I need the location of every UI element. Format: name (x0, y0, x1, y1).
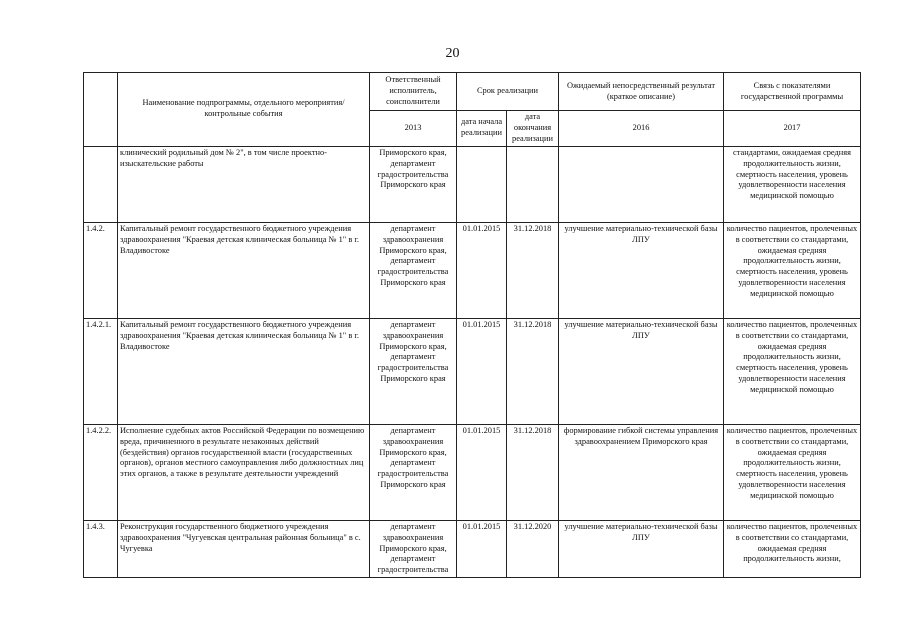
row-name: клинический родильный дом № 2", в том числе проектно-изыскательские работы (118, 146, 370, 222)
row-link: количество пациентов, пролеченных в соответствии со стандартами, ожидаемая средняя продолжительность жизни, смертность населения, уровень удовлетворенности населения медицинской помощью (724, 222, 861, 318)
row-num: 1.4.3. (84, 520, 118, 578)
row-responsible: департамент здравоохранения Приморского края, департамент градостроительства Приморского края (370, 222, 457, 318)
row-end: 31.12.2020 (507, 520, 559, 578)
row-responsible: департамент здравоохранения Приморского края, департамент градостроительства Приморского края (370, 318, 457, 424)
header-expected-sub: 2016 (559, 111, 724, 147)
row-expected: улучшение материально-технической базы ЛПУ (559, 222, 724, 318)
header-name: Наименование подпрограммы, отдельного мероприятия/контрольные события (118, 73, 370, 147)
row-start (457, 146, 507, 222)
header-link: Связь с показателями государственной программы (724, 73, 861, 111)
page-number: 20 (445, 46, 460, 61)
row-responsible: департамент здравоохранения Приморского края, департамент градостроительства Приморского края (370, 424, 457, 520)
table-row (84, 222, 861, 318)
row-expected: улучшение материально-технической базы ЛПУ (559, 318, 724, 424)
row-num: 1.4.2.2. (84, 424, 118, 520)
header-num-cell (84, 73, 118, 147)
row-start: 01.01.2015 (457, 424, 507, 520)
table-header-row (84, 73, 861, 111)
row-name: Исполнение судебных актов Российской Федерации по возмещению вреда, причиненного в результате незаконных действий (бездействия) органов государственной власти (государственных органов), органов местного самоуправления либо должностных лиц этих органов, а также в результате деятельности учреждений (118, 424, 370, 520)
row-start: 01.01.2015 (457, 520, 507, 578)
row-link: стандартами, ожидаемая средняя продолжительность жизни, смертность населения, уровень удовлетворенности населения медицинской помощью (724, 146, 861, 222)
table-row (84, 424, 861, 520)
row-link: количество пациентов, пролеченных в соответствии со стандартами, ожидаемая средняя продолжительность жизни, (724, 520, 861, 578)
row-responsible: Приморского края, департамент градостроительства Приморского края (370, 146, 457, 222)
header-end: дата окончания реализации (507, 111, 559, 147)
row-name: Реконструкция государственного бюджетного учреждения здравоохранения "Чугуевская центральная районная больница" в с. Чугуевка (118, 520, 370, 578)
row-num (84, 146, 118, 222)
row-start: 01.01.2015 (457, 222, 507, 318)
row-name: Капитальный ремонт государственного бюджетного учреждения здравоохранения "Краевая детская клиническая больница № 1" в г. Владивостоке (118, 318, 370, 424)
row-end: 31.12.2018 (507, 222, 559, 318)
header-start: дата начала реализации (457, 111, 507, 147)
row-num: 1.4.2.1. (84, 318, 118, 424)
header-expected: Ожидаемый непосредственный результат (краткое описание) (559, 73, 724, 111)
header-responsible: Ответственный исполнитель, соисполнители (370, 73, 457, 111)
row-end (507, 146, 559, 222)
row-name: Капитальный ремонт государственного бюджетного учреждения здравоохранения "Краевая детская клиническая больница № 1" в г. Владивостоке (118, 222, 370, 318)
row-end: 31.12.2018 (507, 318, 559, 424)
table-row (84, 146, 861, 222)
header-period: Срок реализации (457, 73, 559, 111)
row-link: количество пациентов, пролеченных в соответствии со стандартами, ожидаемая средняя продолжительность жизни, смертность населения, уровень удовлетворенности населения медицинской помощью (724, 424, 861, 520)
row-link: количество пациентов, пролеченных в соответствии со стандартами, ожидаемая средняя продолжительность жизни, смертность населения, уровень удовлетворенности населения медицинской помощью (724, 318, 861, 424)
row-expected: улучшение материально-технической базы ЛПУ (559, 520, 724, 578)
table-row (84, 520, 861, 578)
header-responsible-sub: 2013 (370, 111, 457, 147)
row-start: 01.01.2015 (457, 318, 507, 424)
row-expected: формирование гибкой системы управления здравоохранением Приморского края (559, 424, 724, 520)
measures-table (83, 72, 861, 578)
header-link-sub: 2017 (724, 111, 861, 147)
row-end: 31.12.2018 (507, 424, 559, 520)
row-num: 1.4.2. (84, 222, 118, 318)
row-responsible: департамент здравоохранения Приморского края, департамент градостроительства (370, 520, 457, 578)
table-row (84, 318, 861, 424)
row-expected (559, 146, 724, 222)
